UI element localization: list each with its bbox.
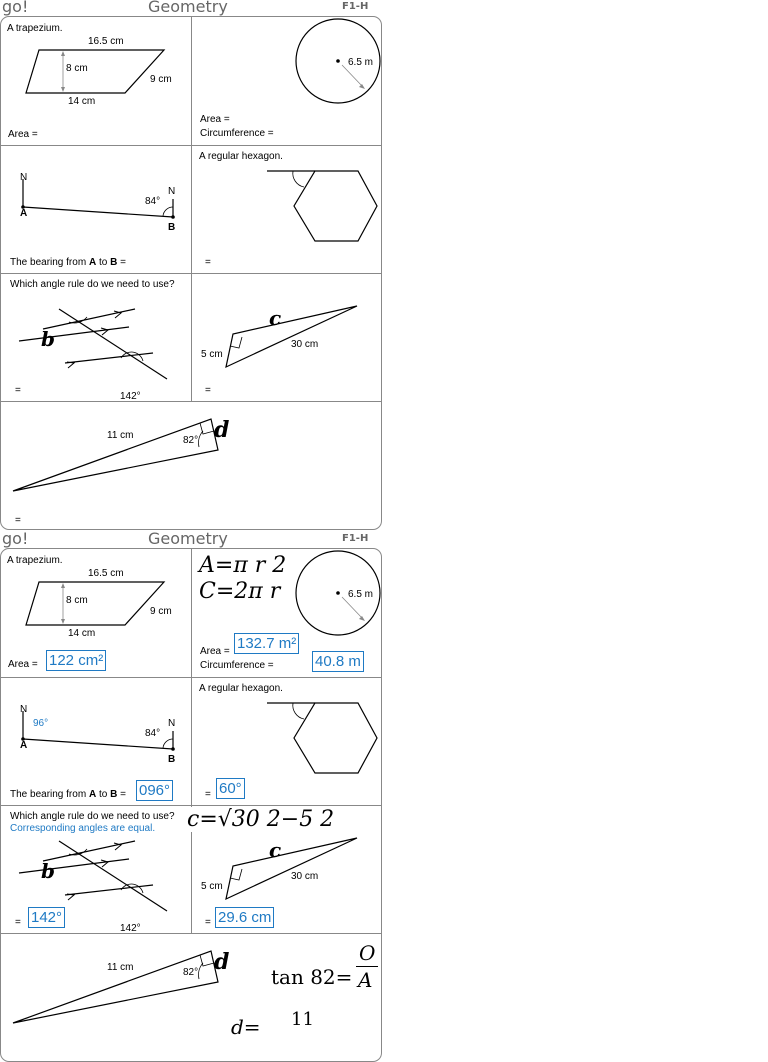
question-grid: [0, 16, 382, 530]
q7-d-numerator: 11: [291, 1009, 314, 1030]
sheet-code: F1-H: [342, 1, 369, 12]
q4-caption: A regular hexagon.: [199, 683, 283, 694]
q3-angle: 84°: [145, 728, 161, 739]
q4-answer: 60°: [216, 778, 245, 799]
q7-fraction-bar: [356, 966, 378, 967]
q2-circumference-formula: C=2π r: [199, 579, 281, 604]
q7-label: =: [15, 515, 21, 526]
q2-area-label: Area =: [200, 114, 230, 125]
q3-north-b: N: [168, 718, 176, 729]
q3-label: The bearing from A to B =: [10, 789, 126, 800]
q2-area-answer: 132.7 m²: [234, 633, 299, 654]
q2-circumference-label: Circumference =: [200, 660, 274, 671]
q1-answer: 122 cm²: [46, 650, 106, 671]
q7-variable: d: [214, 949, 230, 975]
q5-label: =: [15, 917, 21, 928]
q5-variable: b: [41, 859, 55, 883]
q1-side: 9 cm: [150, 606, 172, 617]
q5-variable: b: [41, 327, 55, 351]
q6-variable: c: [269, 838, 282, 862]
q1-height: 8 cm: [66, 595, 88, 606]
q6-long-side: 30 cm: [291, 339, 319, 350]
q1-height: 8 cm: [66, 63, 88, 74]
q3-answer: 096°: [136, 780, 173, 801]
answer-grid: [0, 548, 382, 1062]
circle-diagram: [191, 17, 381, 145]
q2-radius: 6.5 m: [348, 57, 374, 68]
q1-area-label: Area =: [8, 659, 38, 670]
q5-question: Which angle rule do we need to use?: [10, 811, 175, 822]
q7-fraction-denominator: A: [358, 968, 373, 992]
go-label: go!: [2, 0, 29, 16]
q5-answer: 142°: [28, 907, 65, 928]
q5-question: Which angle rule do we need to use?: [10, 279, 175, 290]
q5-angle: 142°: [120, 923, 141, 934]
q3-north-a: N: [20, 172, 28, 183]
q2-area-label: Area =: [200, 646, 230, 657]
q7-angle: 82°: [183, 435, 199, 446]
q3-north-a: N: [20, 704, 28, 715]
q6-formula: c=√30 2−5 2: [187, 807, 335, 832]
q6-short-side: 5 cm: [201, 349, 223, 360]
q3-north-b: N: [168, 186, 176, 197]
sheet-code: F1-H: [342, 533, 369, 544]
q7-angle: 82°: [183, 967, 199, 978]
q6-answer: 29.6 cm: [215, 907, 274, 928]
q6-label: =: [205, 385, 211, 396]
q5-label: =: [15, 385, 21, 396]
parallel-lines-diagram: [1, 273, 191, 401]
q3-point-b: B: [168, 754, 176, 765]
q3-point-a: A: [20, 740, 28, 751]
q2-circumference-answer: 40.8 m: [312, 651, 364, 672]
q7-fraction-numerator: O: [359, 941, 376, 965]
q4-label: =: [205, 789, 211, 800]
right-triangle-diagram: [191, 273, 381, 401]
q1-bottom-length: 14 cm: [68, 628, 96, 639]
go-label: go!: [2, 529, 29, 548]
q2-circumference-label: Circumference =: [200, 128, 274, 139]
q3-point-b: B: [168, 222, 176, 233]
q1-caption: A trapezium.: [7, 555, 63, 566]
q2-radius: 6.5 m: [348, 589, 374, 600]
sheet-header-answers: [0, 529, 382, 548]
q1-side: 9 cm: [150, 74, 172, 85]
q7-variable: d: [214, 417, 230, 443]
q6-long-side: 30 cm: [291, 871, 319, 882]
bearing-diagram: [1, 145, 191, 273]
sheet-title: Geometry: [148, 529, 228, 548]
q7-side: 11 cm: [107, 430, 134, 441]
q1-caption: A trapezium.: [7, 23, 63, 34]
long-triangle-diagram: [1, 933, 381, 1061]
q3-point-a: A: [20, 208, 28, 219]
long-triangle-diagram: [1, 401, 381, 529]
q1-area-label: Area =: [8, 129, 38, 140]
q6-variable: c: [269, 306, 282, 330]
sheet-title: Geometry: [148, 0, 228, 16]
q7-d-formula: d=: [231, 1015, 261, 1039]
q4-label: =: [205, 257, 211, 268]
q7-side: 11 cm: [107, 962, 134, 973]
q1-bottom-length: 14 cm: [68, 96, 96, 107]
q1-top-length: 16.5 cm: [88, 568, 124, 579]
q5-rule-answer: Corresponding angles are equal.: [10, 823, 156, 834]
sheet-header: [0, 0, 382, 16]
q5-angle: 142°: [120, 391, 141, 402]
q4-caption: A regular hexagon.: [199, 151, 283, 162]
q6-label: =: [205, 917, 211, 928]
q1-top-length: 16.5 cm: [88, 36, 124, 47]
q3-label: The bearing from A to B =: [10, 257, 126, 268]
q3-angle-answer: 96°: [33, 718, 49, 729]
q7-tan-formula: tan 82=: [271, 965, 353, 989]
q6-short-side: 5 cm: [201, 881, 223, 892]
q2-area-formula: A=π r 2: [199, 553, 287, 578]
hexagon-diagram: [191, 145, 381, 273]
q3-angle: 84°: [145, 196, 161, 207]
